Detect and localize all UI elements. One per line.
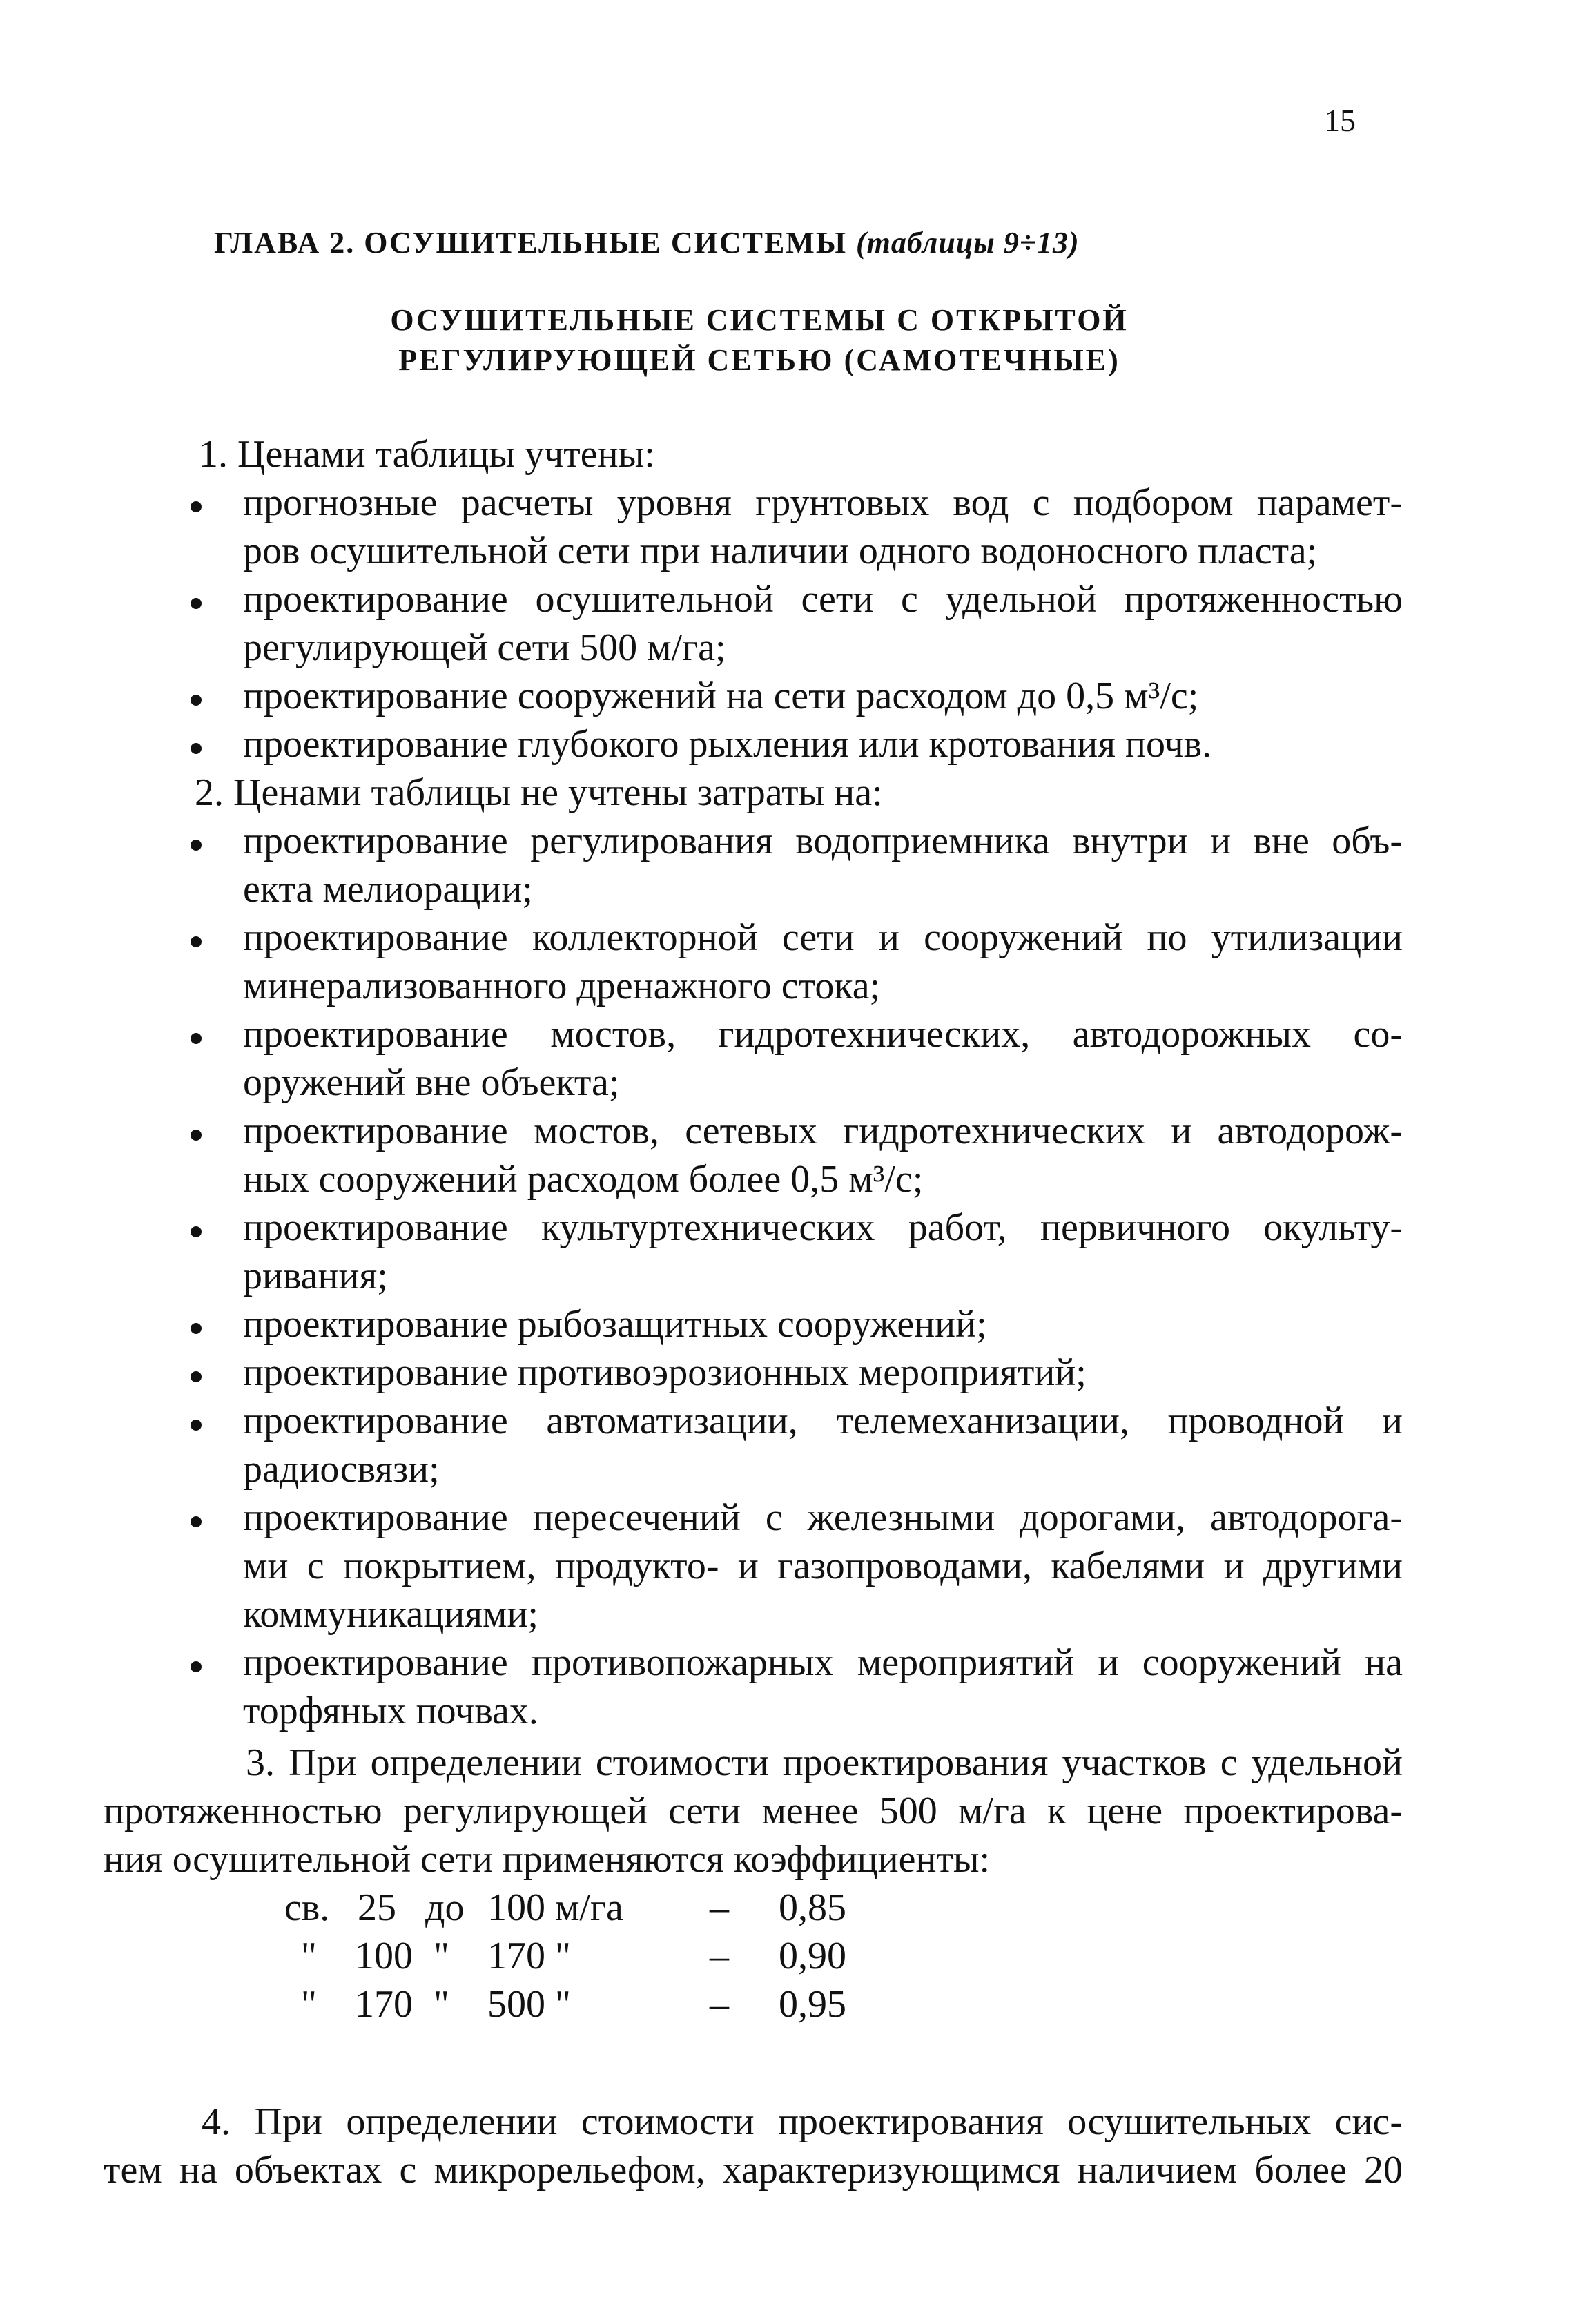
list-item-line: проектирование глубокого рыхления или кротования почв. [243, 723, 1212, 766]
list-item-line: ров осушительной сети при наличии одного водоносного пласта; [243, 530, 1318, 572]
coefficient-dash: – [710, 1983, 729, 2026]
list-item-line: радиосвязи; [243, 1448, 440, 1491]
coefficient-mid: " [434, 1935, 449, 1977]
list-item-line: ривания; [243, 1255, 388, 1297]
list-item-line: проектирование регулирования водоприемника внутри и вне объ- [243, 820, 1403, 862]
list-item-line: проектирование мостов, сетевых гидротехнических и автодорож- [243, 1110, 1403, 1152]
coefficient-prefix: " [301, 1983, 317, 2026]
bullet-icon [185, 1203, 213, 1252]
coefficient-from: 170 [355, 1983, 413, 2026]
bullet-icon [185, 672, 213, 720]
list-item-line: ми с покрытием, продукто- и газопроводами, кабелями и другими [243, 1545, 1403, 1587]
list-item-line: проектирование мостов, гидротехнических, автодорожных со- [243, 1013, 1403, 1056]
paragraph-2-heading: 2. Ценами таблицы не учтены затраты на: [195, 771, 883, 814]
paragraph-4-line: 4. При определении стоимости проектирования осушительных сис- [202, 2100, 1403, 2143]
bullet-icon [185, 1493, 213, 1542]
paragraph-1-heading: 1. Ценами таблицы учтены: [199, 433, 655, 476]
list-item-line: прогнозные расчеты уровня грунтовых вод с подбором парамет- [243, 481, 1403, 524]
chapter-subtitle: (таблицы 9÷13) [856, 226, 1080, 260]
coefficient-from: 100 [355, 1935, 413, 1977]
coefficient-value: 0,95 [779, 1983, 846, 2026]
coefficient-from: 25 [358, 1886, 396, 1929]
list-item-line: ных сооружений расходом более 0,5 м³/с; [243, 1158, 924, 1201]
coefficient-to: 170 " [487, 1935, 571, 1977]
coefficient-mid: до [425, 1886, 465, 1929]
bullet-icon [185, 1638, 213, 1687]
coefficient-mid: " [434, 1983, 449, 2026]
bullet-icon [185, 1010, 213, 1058]
coefficient-prefix: " [301, 1935, 317, 1977]
paragraph-3-line: ния осушительной сети применяются коэффициенты: [104, 1838, 991, 1881]
coefficient-to: 500 " [487, 1983, 571, 2026]
chapter-title-text: ГЛАВА 2. ОСУШИТЕЛЬНЫЕ СИСТЕМЫ [214, 226, 848, 260]
coefficient-dash: – [710, 1935, 729, 1977]
paragraph-3-line: протяженностью регулирующей сети менее 500 м/га к цене проектирова- [104, 1790, 1403, 1832]
list-item-line: проектирование пересечений с железными дорогами, автодорога- [243, 1496, 1403, 1539]
coefficient-value: 0,85 [779, 1886, 846, 1929]
list-item-line: проектирование осушительной сети с удельной протяженностью [243, 578, 1403, 621]
bullet-icon [185, 575, 213, 623]
list-item-line: коммуникациями; [243, 1593, 538, 1636]
section-title-line-1: ОСУШИТЕЛЬНЫЕ СИСТЕМЫ С ОТКРЫТОЙ [390, 303, 1129, 337]
bullet-icon [185, 720, 213, 768]
bullet-icon [185, 1348, 213, 1397]
coefficient-prefix: св. [284, 1886, 330, 1929]
bullet-icon [185, 817, 213, 865]
list-item-line: минерализованного дренажного стока; [243, 965, 881, 1007]
list-item-line: екта мелиорации; [243, 868, 533, 911]
page-number: 15 [1324, 103, 1356, 138]
list-item-line: проектирование противопожарных мероприятий и сооружений на [243, 1641, 1403, 1684]
bullet-icon [185, 1397, 213, 1445]
bullet-icon [185, 1107, 213, 1155]
paragraph-4-line: тем на объектах с микрорельефом, характеризующимся наличием более 20 [104, 2149, 1403, 2191]
list-item-line: торфяных почвах. [243, 1690, 538, 1732]
bullet-icon [185, 913, 213, 962]
section-title-line-2: РЕГУЛИРУЮЩЕЙ СЕТЬЮ (САМОТЕЧНЫЕ) [398, 343, 1120, 377]
list-item-line: проектирование сооружений на сети расходом до 0,5 м³/с; [243, 675, 1199, 717]
list-item-line: оружений вне объекта; [243, 1061, 620, 1104]
list-item-line: регулирующей сети 500 м/га; [243, 626, 726, 669]
paragraph-3-line: 3. При определении стоимости проектирования участков с удельной [246, 1741, 1403, 1784]
list-item-line: проектирование рыбозащитных сооружений; [243, 1303, 987, 1346]
bullet-icon [185, 1300, 213, 1348]
list-item-line: проектирование коллекторной сети и сооружений по утилизации [243, 916, 1403, 959]
coefficient-value: 0,90 [779, 1935, 846, 1977]
list-item-line: проектирование автоматизации, телемеханизации, проводной и [243, 1400, 1403, 1442]
coefficient-dash: – [710, 1886, 729, 1929]
list-item-line: проектирование культуртехнических работ, первичного окульту- [243, 1206, 1403, 1249]
coefficient-to: 100 м/га [487, 1886, 623, 1929]
list-item-line: проектирование противоэрозионных мероприятий; [243, 1351, 1087, 1394]
bullet-icon [185, 478, 213, 527]
chapter-title [214, 226, 1080, 260]
